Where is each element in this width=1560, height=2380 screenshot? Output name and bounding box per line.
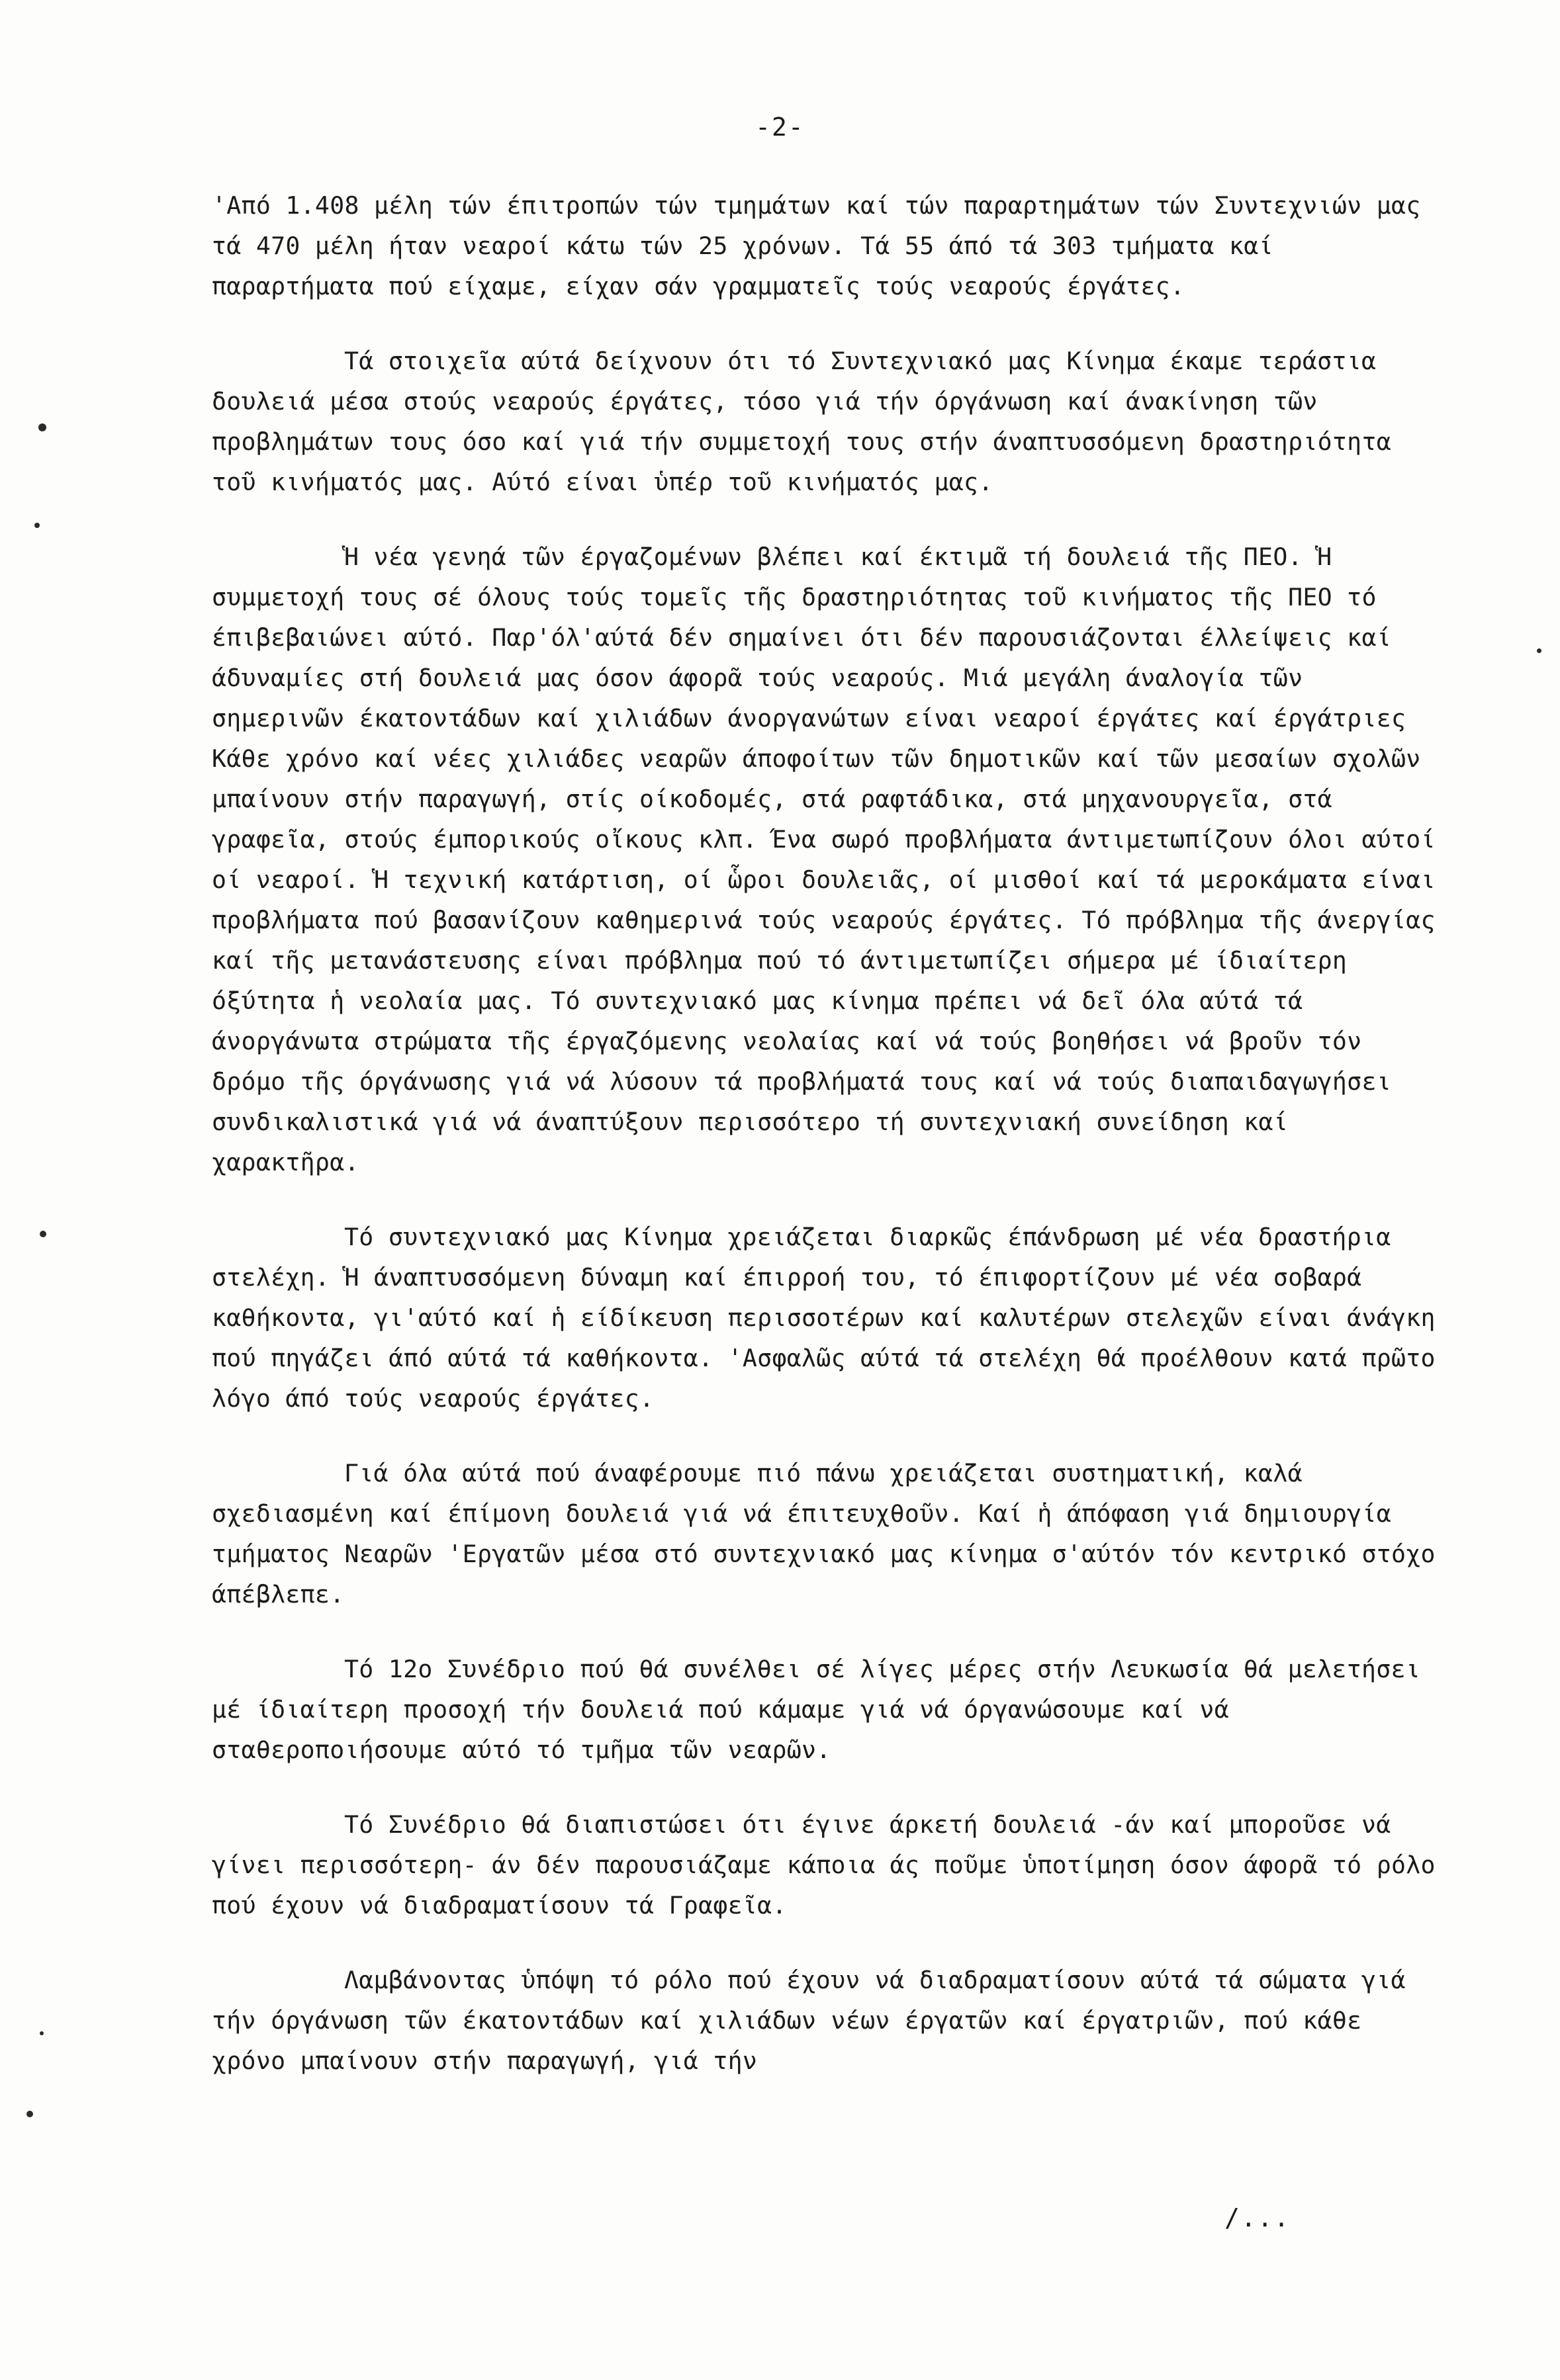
paragraph-7: Τό Συνέδριο θά διαπιστώσει ότι έγινε άρκετή δουλειά -άν καί μποροῦσε νά γίνει περισσότερη- άν δέν παρουσιάζαμε κάποια άς ποῦμε ὑποτίμηση όσον άφορᾶ τό ρόλο πού έχουν νά διαδραματίσουν τά Γραφεῖα. — [212, 1810, 1436, 1919]
scan-speck — [38, 423, 46, 431]
paragraph-8: Λαμβάνοντας ὑπόψη τό ρόλο πού έχουν νά διαδραματίσουν αύτά τά σώματα γιά τήν όργάνωση τῶν έκατοντάδων καί χιλιάδων νέων έργατῶν καί έργατριῶν, πού κάθε χρόνο μπαίνουν στήν παραγωγή, γιά τήν — [212, 1966, 1406, 2075]
paragraph-6: Τό 12ο Συνέδριο πού θά συνέλθει σέ λίγες μέρες στήν Λευκωσία θά μελετήσει μέ ίδιαίτερη προσοχή τήν δουλειά πού κάμαμε γιά νά όργανώσουμε καί νά σταθεροποιήσουμε αύτό τό τμῆμα τῶν νεαρῶν. — [212, 1655, 1421, 1764]
scan-speck — [40, 2031, 44, 2035]
page-number: -2- — [755, 112, 805, 142]
paragraph-2: Τά στοιχεῖα αύτά δείχνουν ότι τό Συντεχνιακό μας Κίνημα έκαμε τεράστια δουλειά μέσα στούς νεαρούς έργάτες, τόσο γιά τήν όργάνωση καί άνακίνηση τῶν προβλημάτων τους όσο καί γιά τήν συμμετοχή τους στήν άναπτυσσόμενη δραστηριότητα τοῦ κινήματός μας. Αύτό είναι ὑπέρ τοῦ κινήματός μας. — [212, 347, 1391, 496]
scan-speck — [26, 2111, 33, 2117]
scan-speck — [34, 523, 40, 528]
paragraph-5: Γιά όλα αύτά πού άναφέρουμε πιό πάνω χρειάζεται συστηματική, καλά σχεδιασμένη καί έπίμονη δουλειά γιά νά έπιτευχθοῦν. Καί ἡ άπόφαση γιά δημιουργία τμήματος Νεαρῶν 'Εργατῶν μέσα στό συντεχνιακό μας κίνημα σ'αύτόν τόν κεντρικό στόχο άπέβλεπε. — [212, 1459, 1436, 1609]
paragraph-4: Τό συντεχνιακό μας Κίνημα χρειάζεται διαρκῶς έπάνδρωση μέ νέα δραστήρια στελέχη. Ἡ άναπτυσσόμενη δύναμη καί έπιρροή του, τό έπιφορτίζουν μέ νέα σοβαρά καθήκοντα, γι'αύτό καί ἡ είδίκευση περισσοτέρων καί καλυτέρων στελεχῶν είναι άνάγκη πού πηγάζει άπό αύτά τά καθήκοντα. 'Ασφαλῶς αύτά τά στελέχη θά προέλθουν κατά πρῶτο λόγο άπό τούς νεαρούς έργάτες. — [212, 1223, 1436, 1413]
body-text — [212, 185, 1443, 2081]
scan-speck — [40, 1231, 46, 1237]
paragraph-1: 'Από 1.408 μέλη τών έπιτροπών τών τμημάτων καί τών παραρτημάτων τών Συντεχνιών μας τά 470 μέλη ήταν νεαροί κάτω τών 25 χρόνων. Τά 55 άπό τά 303 τμήματα καί παραρτήματα πού είχαμε, είχαν σάν γραμματεῖς τούς νεαρούς έργάτες. — [212, 191, 1421, 300]
scan-speck — [1537, 648, 1541, 653]
paragraph-3: Ἡ νέα γενηά τῶν έργαζομένων βλέπει καί έκτιμᾶ τή δουλειά τῆς ΠΕΟ. Ἡ συμμετοχή τους σέ όλους τούς τομεῖς τῆς δραστηριότητας τοῦ κινήματος τῆς ΠΕΟ τό έπιβεβαιώνει αύτό. Παρ'όλ'αύτά δέν σημαίνει ότι δέν παρουσιάζονται έλλείψεις καί άδυναμίες στή δουλειά μας όσον άφορᾶ τούς νεαρούς. Μιά μεγάλη άναλογία τῶν σημερινῶν έκατοντάδων καί χιλιάδων άνοργανώτων είναι νεαροί έργάτες καί έργάτριες Κάθε χρόνο καί νέες χιλιάδες νεαρῶν άποφοίτων τῶν δημοτικῶν καί τῶν μεσαίων σχολῶν μπαίνουν στήν παραγωγή, στίς οίκοδομές, στά ραφτάδικα, στά μηχανουργεῖα, στά γραφεῖα, στούς έμπορικούς οἴκους κλπ. Ένα σωρό προβλήματα άντιμετωπίζουν όλοι αύτοί οί νεαροί. Ἡ τεχνική κατάρτιση, οί ὧροι δουλειᾶς, οί μισθοί καί τά μεροκάματα είναι προβλήματα πού βασανίζουν καθημερινά τούς νεαρούς έργάτες. Τό πρόβλημα τῆς άνεργίας καί τῆς μετανάστευσης είναι πρόβλημα πού τό άντιμετωπίζει σήμερα μέ ίδιαίτερη όξύτητα ἡ νεολαία μας. Τό συντεχνιακό μας κίνημα πρέπει νά δεῖ όλα αύτά τά άνοργάνωτα στρώματα τῆς έργαζόμενης νεολαίας καί νά τούς βοηθήσει νά βροῦν τόν δρόμο τῆς όργάνωσης γιά νά λύσουν τά προβλήματά τους καί νά τούς διαπαιδαγωγήσει συνδικαλιστικά γιά νά άναπτύξουν περισσότερο τή συντεχνιακή συνείδηση καί χαρακτῆρα. — [212, 543, 1436, 1176]
continuation-mark: /... — [1224, 2203, 1291, 2232]
